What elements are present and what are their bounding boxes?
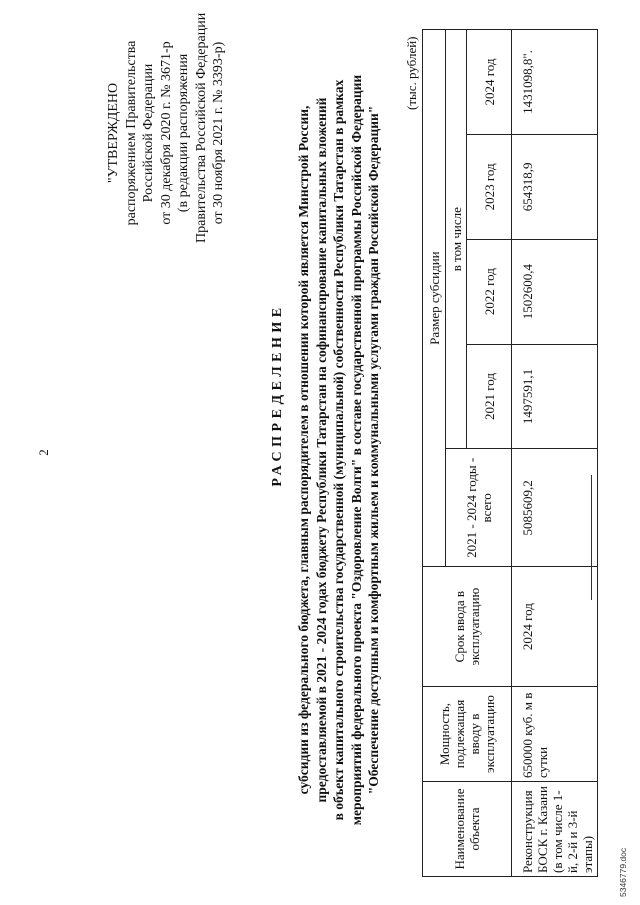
cell-2023: 654318,9 [512, 134, 598, 239]
header-subsidy: Размер субсидии [423, 30, 446, 567]
approval-line: от 30 ноября 2021 г. № 3393-р) [211, 41, 226, 225]
approval-line: от 30 декабря 2020 г. № 3671-р [158, 41, 174, 225]
subtitle-line: "Обеспечение доступным и комфортным жильем и коммунальными услугами граждан Российской Федерации" [366, 105, 381, 795]
header-capacity: Мощность, подлежащая вводу в эксплуатацию [423, 687, 512, 782]
cell-capacity: 650000 куб. м в сутки [512, 687, 598, 782]
cell-deadline: 2024 год [512, 567, 598, 687]
approval-line: (в редакции распоряжения [176, 53, 191, 213]
header-year: 2024 год [467, 30, 512, 135]
cell-2024: 1431098,8". [512, 30, 598, 135]
cell-2022: 1502600,4 [512, 239, 598, 344]
header-deadline: Срок ввода в эксплуатацию [423, 567, 512, 687]
subtitle-line: мероприятий федерального проекта "Оздоровление Волги" в составе государственной программы Российской Федерации [348, 74, 364, 826]
header-year: 2021 год [467, 344, 512, 449]
document-subtitle [295, 15, 383, 885]
subtitle-line: в объект капитального строительства государственной (муниципальной) собственности Республики Татарстан в рамках [331, 79, 346, 821]
subtitle-line: предоставляемой в 2021 - 2024 годах бюджету Республики Татарстан на софинансирование капитальных вложений [313, 97, 329, 803]
approval-line: Российской Федерации [141, 63, 156, 203]
document-reference: 5346779.doc [618, 847, 628, 897]
cell-2021: 1497591,1 [512, 344, 598, 449]
cell-object: Реконструкция БОСК г. Казани (в том числе 1-й, 2-й и 3-й этапы) [512, 782, 598, 877]
subsidy-table [422, 29, 598, 877]
header-year: 2023 год [467, 134, 512, 239]
header-year: 2022 год [467, 239, 512, 344]
header-total: 2021 - 2024 годы - всего [446, 449, 512, 567]
approval-line: Правительства Российской Федерации [193, 12, 209, 243]
subtitle-line: субсидии из федерального бюджета, главным распорядителем в отношении которой является Минстрой России, [296, 105, 311, 795]
table-header-row [423, 30, 446, 877]
approval-line: распоряжением Правительства [123, 40, 139, 226]
page-number: 2 [36, 449, 51, 456]
header-object: Наименование объекта [423, 782, 512, 877]
header-including: в том числе [446, 30, 467, 449]
approval-stamp [105, 12, 228, 243]
document-title: РАСПРЕДЕЛЕНИЕ [270, 303, 285, 487]
table-row [512, 30, 598, 877]
cell-total: 5085609,2 [512, 449, 598, 567]
end-rule-divider [591, 475, 592, 600]
approval-line: "УТВЕРЖДЕНО [106, 82, 121, 184]
unit-label: (тыс. рублей) [404, 36, 419, 110]
